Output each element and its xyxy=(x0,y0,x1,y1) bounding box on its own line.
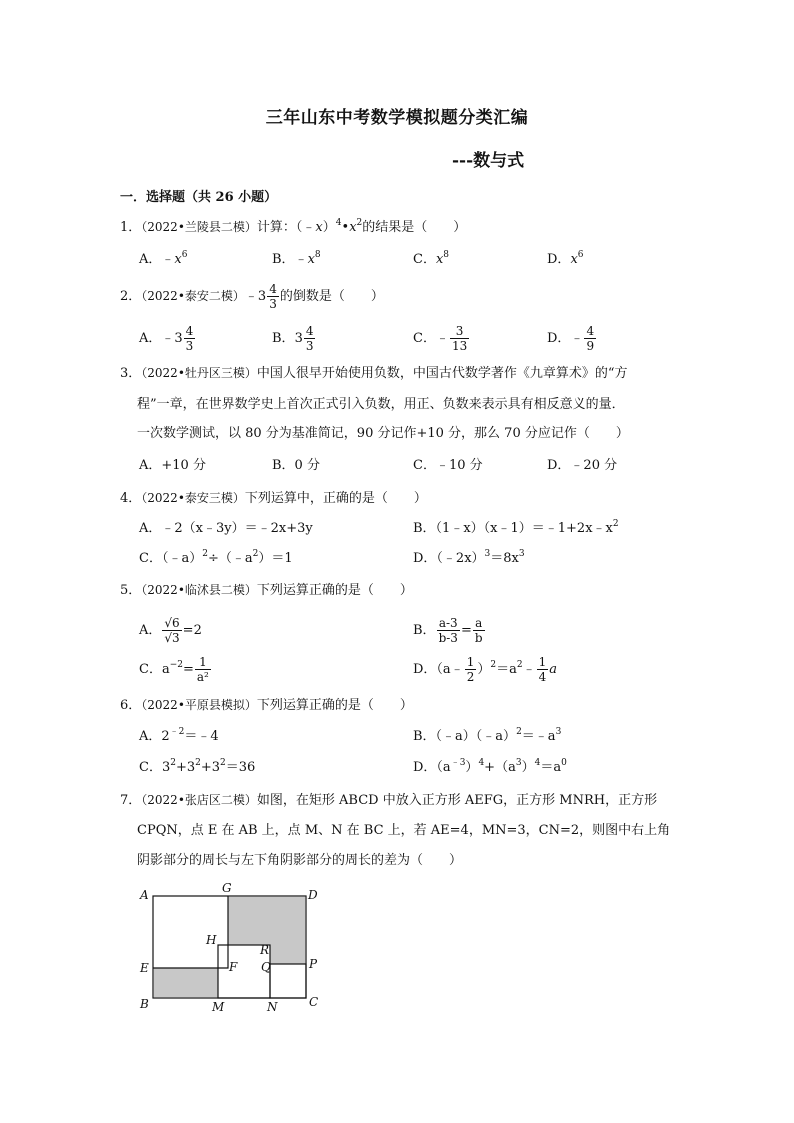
shaded-region-bottom-left xyxy=(153,968,218,998)
q4-option-b[interactable]: B．$(1﹣x)(x﹣1)=﹣1+2x﹣x^2$ xyxy=(413,519,619,536)
q3-option-b[interactable]: B．0 分 xyxy=(272,458,320,473)
vertex-label-c: C xyxy=(309,995,319,1009)
q1-option-c[interactable]: C．$x^8$ xyxy=(413,250,450,267)
vertex-label-q: Q xyxy=(261,960,271,974)
square-aefg-edges xyxy=(153,896,228,968)
vertex-label-g: G xyxy=(222,881,232,895)
question-5: 5．（2022•临沭县二模）下列运算正确的是（ ） xyxy=(120,583,413,598)
question-7-line-3: 阴影部分的周长与左下角阴影部分的周长的差为（ ） xyxy=(137,853,463,868)
rectangle-squares-diagram xyxy=(136,878,336,1018)
question-4: 4．（2022•泰安三模）下列运算中，正确的是（ ） xyxy=(120,491,427,506)
question-7-line-1: 7．（2022•张店区二模）如图，在矩形 ABCD 中放入正方形 AEFG，正方形 MNRH，正方形 xyxy=(120,793,658,808)
q3-option-a[interactable]: A．+10 分 xyxy=(139,458,206,473)
vertex-label-p: P xyxy=(309,957,318,971)
q2-option-c[interactable]: C．﹣ $\frac{3}{13}$ xyxy=(413,324,468,353)
q1-option-b[interactable]: B．$﹣x^8$ xyxy=(272,250,321,267)
question-7-line-2: CPQN，点 E 在 AB 上，点 M、N 在 BC 上，若 AE=4，MN=3，CN=2，则图中右上角 xyxy=(137,823,671,838)
q4-option-a[interactable]: A．﹣2（x﹣3y）＝﹣2x+3y xyxy=(139,521,313,536)
vertex-label-r: R xyxy=(260,943,270,957)
q3-option-c[interactable]: C．﹣10 分 xyxy=(413,458,483,473)
q6-option-a[interactable]: A．$2^{﹣2}=﹣4$ xyxy=(139,727,219,744)
section-heading: 一．选择题（共 26 小题） xyxy=(120,190,278,205)
question-3-line-3: 一次数学测试，以 80 分为基准简记，90 分记作+10 分，那么 70 分应记作（ ） xyxy=(137,426,629,441)
q6-option-c[interactable]: C．$3^2+3^2+3^2=36$ xyxy=(139,758,256,775)
vertex-label-e: E xyxy=(140,961,149,975)
question-3-line-1: 3．（2022•牡丹区三模）中国人很早开始使用负数，中国古代数学著作《九章算术》的“方 xyxy=(120,366,628,381)
vertex-label-a: A xyxy=(140,888,149,902)
vertex-label-b: B xyxy=(140,997,149,1011)
question-3-line-2: 程”一章，在世界数学史上首次正式引入负数，用正、负数来表示具有相反意义的量． xyxy=(137,397,625,412)
q4-option-c[interactable]: C．$(﹣a)^2\div(﹣a^2)=1$ xyxy=(139,549,293,566)
question-6: 6．（2022•平原县模拟）下列运算正确的是（ ） xyxy=(120,698,413,713)
vertex-label-n: N xyxy=(267,1000,278,1014)
q2-option-b[interactable]: B．3 $\frac{4}{3}$ xyxy=(272,324,314,353)
question-2: 2．（2022•泰安二模）﹣3 $\frac{4}{3}$ 的倒数是（ ） xyxy=(120,282,384,311)
q5-option-d[interactable]: D．（a﹣ $\frac{1}{2}$ ）$^2=a^2﹣$ $\frac{1}{4}$ a xyxy=(413,655,557,684)
q4-option-d[interactable]: D．$(﹣2x)^3=8x^3$ xyxy=(413,549,525,566)
page-subtitle: ---数与式 xyxy=(452,151,525,171)
vertex-label-f: F xyxy=(229,960,238,974)
q1-option-d[interactable]: D．$x^6$ xyxy=(547,250,584,267)
q5-option-c[interactable]: C．$a^{-2}=$ $\frac{1}{\text{a²}}$ xyxy=(139,655,209,684)
q2-option-d[interactable]: D．﹣ $\frac{4}{9}$ xyxy=(547,324,595,353)
vertex-label-h: H xyxy=(206,933,217,947)
q3-option-d[interactable]: D．﹣20 分 xyxy=(547,458,618,473)
square-cpqn xyxy=(270,964,306,998)
vertex-label-m: M xyxy=(212,1000,225,1014)
page-title: 三年山东中考数学模拟题分类汇编 xyxy=(265,108,529,128)
q5-option-a[interactable]: A． $\frac{√6}{√3}$ =2 xyxy=(139,616,202,645)
q2-option-a[interactable]: A．﹣3 $\frac{4}{3}$ xyxy=(139,324,194,353)
question-1: 1．（2022•兰陵县二模）计算：$(﹣x)^4•x^2$的结果是（ ） xyxy=(120,218,467,235)
q5-option-b[interactable]: B． $\frac{a-3}{b-3}$ = $\frac{a}{b}$ xyxy=(413,616,483,645)
q6-option-d[interactable]: D．$(a^{﹣3})^4+(a^3)^4=a^0$ xyxy=(413,758,567,775)
vertex-label-d: D xyxy=(308,888,318,902)
q6-option-b[interactable]: B．$(﹣a)(﹣a)^2=﹣a^3$ xyxy=(413,727,562,744)
q1-option-a[interactable]: A．$﹣x^6$ xyxy=(139,250,188,267)
